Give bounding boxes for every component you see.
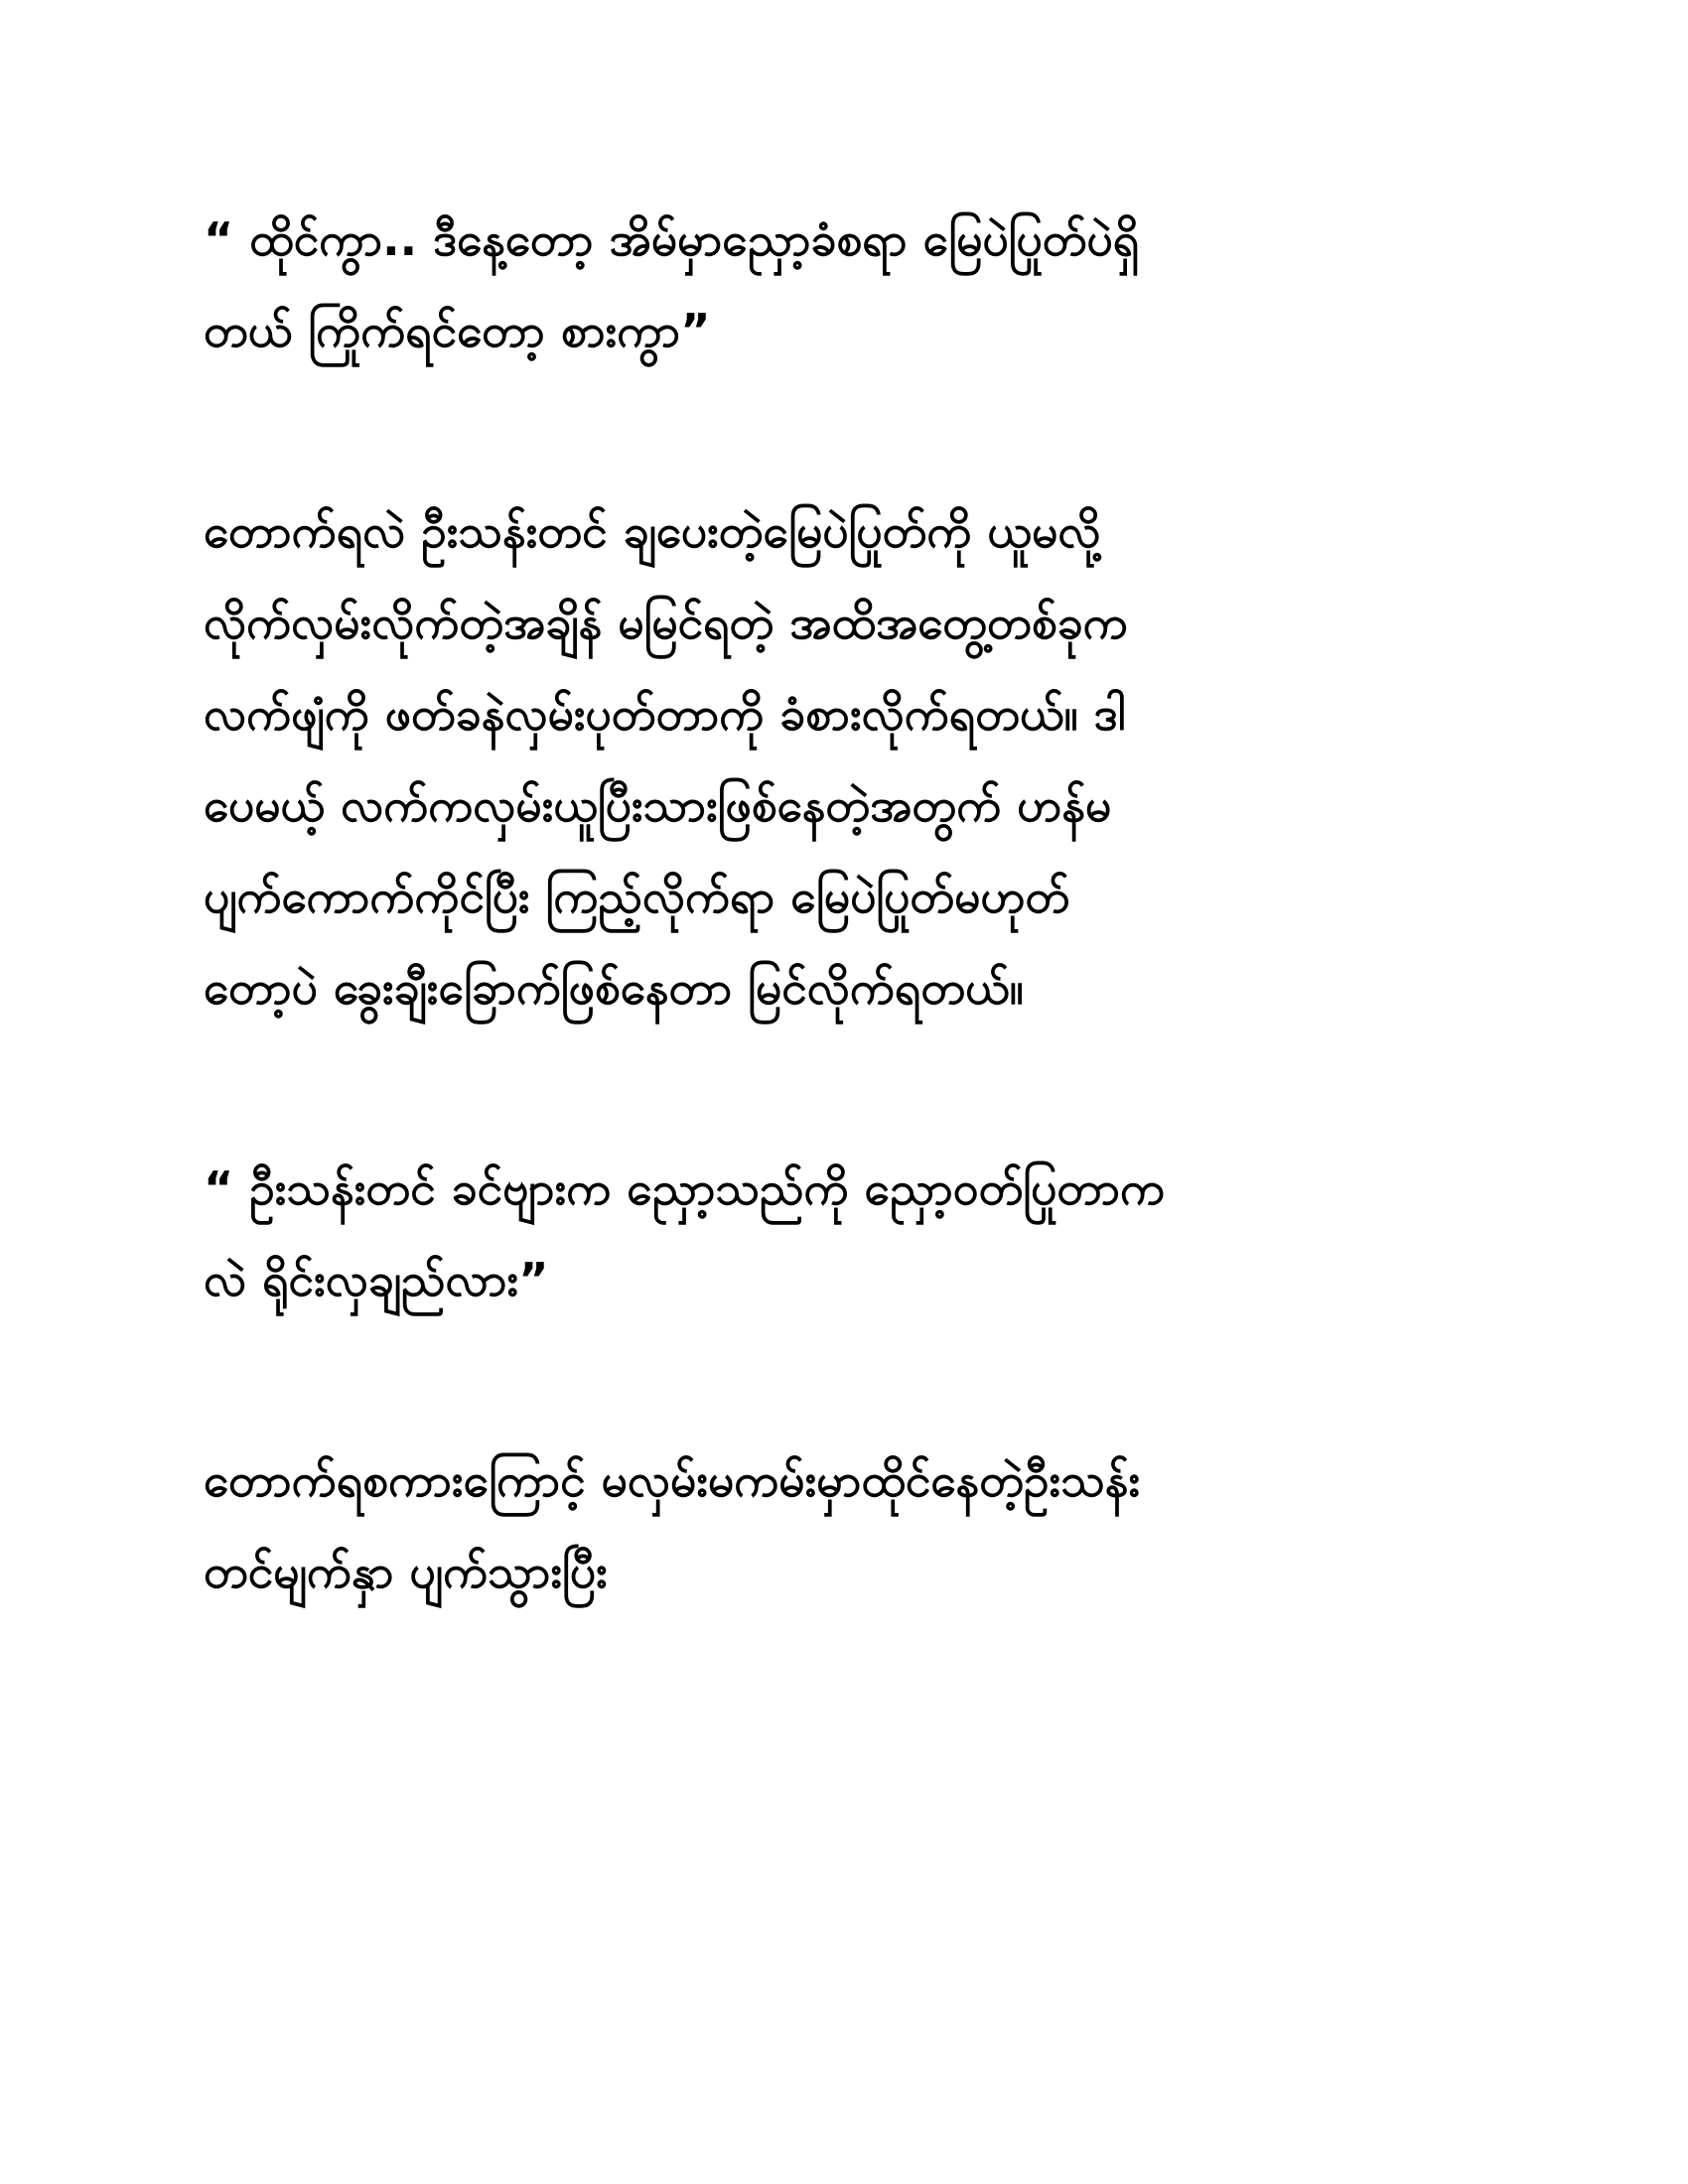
text-line: “ ထိုင်ကွာ.. ဒီနေ့တော့ အိမ်မှာညှော့ခံစရာ မြေပဲပြုတ်ပဲရှိ <box>204 212 1140 266</box>
text-line: တော့ပဲ ခွေးချီးခြောက်ဖြစ်နေတာ မြင်လိုက်ရတယ်။ <box>204 961 1024 1015</box>
dialogue-paragraph-2 <box>204 1143 1484 1325</box>
narrative-paragraph-1 <box>204 485 1484 1033</box>
text-line: တောက်ရစကားကြောင့် မလှမ်းမကမ်းမှာထိုင်နေတဲ့ဦးသန်း <box>204 1453 1141 1507</box>
dialogue-paragraph-1 <box>204 194 1484 376</box>
text-line: ပေမယ့် လက်ကလှမ်းယူပြီးသားဖြစ်နေတဲ့အတွက် ဟန်မ <box>204 778 1112 832</box>
text-line: လိုက်လှမ်းလိုက်တဲ့အချိန် မမြင်ရတဲ့ အထိအတွေ့တစ်ခုက <box>204 596 1128 649</box>
text-line: လက်ဖျံကို ဖတ်ခနဲလှမ်းပုတ်တာကို ခံစားလိုက်ရတယ်။ ဒါ <box>204 687 1126 741</box>
text-line: လဲ ရိုင်းလှချည်လား” <box>204 1253 549 1306</box>
document-body <box>204 194 1484 1617</box>
text-line: “ ဦးသန်းတင် ခင်ဗျားက ညှော့သည်ကို ညှော့ဝတ်ပြုတာက <box>204 1161 1166 1215</box>
text-line: တောက်ရလဲ ဦးသန်းတင် ချပေးတဲ့မြေပဲပြုတ်ကို ယူမလို့ <box>204 504 1101 558</box>
text-line: တယ် ကြိုက်ရင်တော့ စားကွာ” <box>204 304 711 357</box>
narrative-paragraph-2 <box>204 1434 1484 1617</box>
text-line: ပျက်ကောက်ကိုင်ပြီး ကြည့်လိုက်ရာ မြေပဲပြုတ်မဟုတ် <box>204 870 1070 923</box>
text-line: တင်မျက်နှာ ပျက်သွားပြီး <box>204 1545 608 1598</box>
